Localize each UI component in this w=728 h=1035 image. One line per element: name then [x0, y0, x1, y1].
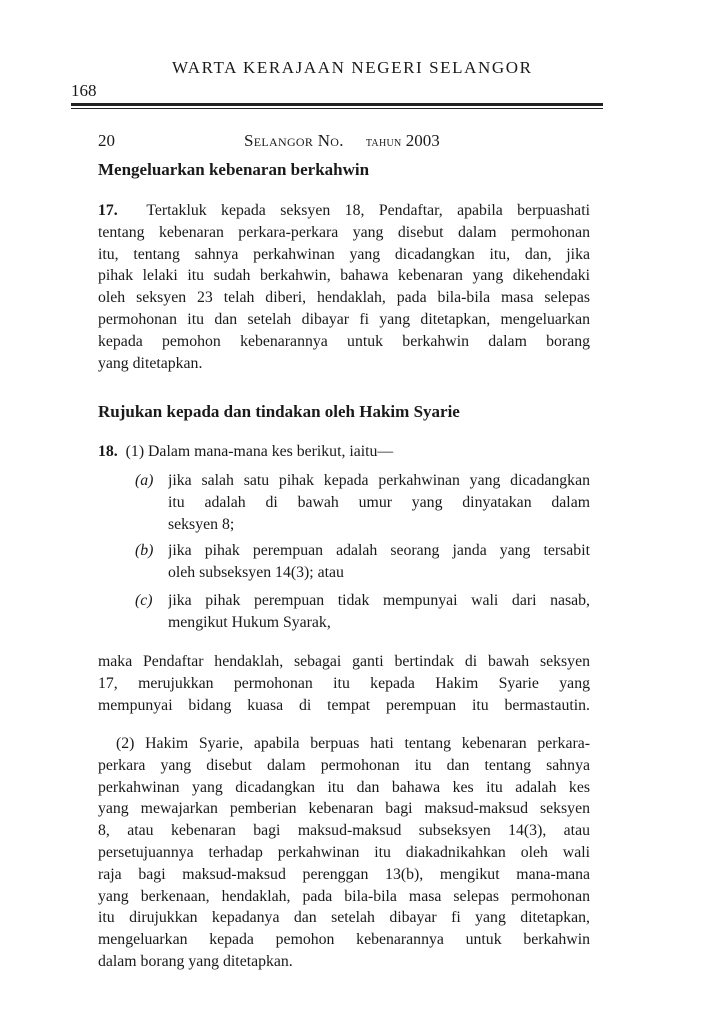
section-18-subsection-2 — [98, 733, 590, 973]
text-line: oleh seksyen 23 telah diberi, hendaklah, pada bila-bila masa selepas — [98, 289, 590, 307]
text-line: 18. (1) Dalam mana-mana kes berikut, iaitu— — [98, 443, 394, 460]
text-line: itu, tentang sahnya perkahwinan yang dicadangkan itu, dan, jika — [98, 245, 590, 263]
text-line: mempunyai bidang kuasa di tempat perempuan itu bermastautin. — [98, 696, 590, 714]
item-c-label: (c) — [135, 592, 153, 609]
page-number: 168 — [71, 81, 97, 100]
act-prefix: Selangor No. — [244, 131, 344, 150]
text-line: 17, merujukkan permohonan itu kepada Hakim Syarie yang — [98, 674, 590, 692]
text-line: 17. Tertakluk kepada seksyen 18, Pendaftar, apabila berpuashati — [98, 202, 590, 219]
header-rule-thick — [71, 103, 603, 106]
text-line: yang mewajarkan pemberian kebenaran bagi maksud-maksud seksyen — [98, 800, 590, 818]
item-b-text — [168, 540, 590, 584]
text-line: jika salah satu pihak kepada perkahwinan yang dicadangkan — [168, 472, 590, 489]
section-18-heading: Rujukan kepada dan tindakan oleh Hakim Syarie — [98, 402, 460, 421]
header-rule-thin — [71, 108, 603, 109]
act-running-head — [244, 131, 440, 151]
text-line: jika pihak perempuan adalah seorang janda yang tersabit — [168, 542, 590, 559]
text-line: mengeluarkan kepada pemohon kebenarannya untuk berkahwin — [98, 931, 590, 949]
gazette-title: WARTA KERAJAAN NEGERI SELANGOR — [172, 58, 533, 77]
text-line: itu adalah di bawah umur yang dinyatakan dalam — [168, 493, 590, 511]
section-18-intro — [98, 441, 590, 463]
section-18-continuation — [98, 651, 590, 716]
text-line: tentang kebenaran perkara-perkara yang disebut dalam permohonan — [98, 223, 590, 241]
text-line: oleh subseksyen 14(3); atau — [168, 563, 344, 581]
text-line: maka Pendaftar hendaklah, sebagai ganti bertindak di bawah seksyen — [98, 653, 590, 670]
text-line: (2) Hakim Syarie, apabila berpuas hati tentang kebenaran perkara- — [116, 735, 590, 752]
text-line: persetujuannya terhadap perkahwinan itu diakadnikahkan oleh wali — [98, 843, 590, 861]
text-line: yang berkenaan, hendaklah, pada bila-bila masa selepas permohonan — [98, 887, 590, 905]
item-c-text — [168, 590, 590, 634]
item-b-label: (b) — [135, 542, 154, 559]
section-17-number: 17. — [98, 202, 118, 219]
text-line: yang ditetapkan. — [98, 354, 203, 372]
act-year: 2003 — [405, 131, 440, 150]
text-line: raja bagi maksud-maksud perenggan 13(b), mengikut mana-mana — [98, 865, 590, 883]
item-a-label: (a) — [135, 472, 154, 489]
text-line: dalam borang yang ditetapkan. — [98, 952, 293, 970]
text-line: seksyen 8; — [168, 515, 235, 533]
text-line: perkahwinan yang dicadangkan itu dan bahawa kes itu adalah kes — [98, 778, 590, 796]
text-line: perkara yang disebut dalam permohonan itu dan tentang sahnya — [98, 756, 590, 774]
text-line: 8, atau kebenaran bagi maksud-maksud subseksyen 14(3), atau — [98, 822, 590, 840]
text-line: mengikut Hukum Syarak, — [168, 613, 331, 631]
text-line: kepada pemohon kebenarannya untuk berkahwin dalam borang — [98, 332, 590, 350]
text-line: permohonan itu dan setelah dibayar fi yang ditetapkan, mengeluarkan — [98, 310, 590, 328]
section-18-number: 18. — [98, 443, 118, 460]
section-17-body — [98, 200, 590, 374]
text-line: pihak lelaki itu sudah berkahwin, bahawa kebenaran yang dikehendaki — [98, 267, 590, 285]
act-year-label: tahun — [365, 135, 402, 150]
section-17-heading: Mengeluarkan kebenaran berkahwin — [98, 160, 370, 179]
item-a-text — [168, 470, 590, 535]
act-page-number: 20 — [98, 131, 115, 150]
text-line: itu dirujukkan kepadanya dan setelah dibayar fi yang ditetapkan, — [98, 909, 590, 927]
text-line: jika pihak perempuan tidak mempunyai wali dari nasab, — [168, 592, 590, 609]
